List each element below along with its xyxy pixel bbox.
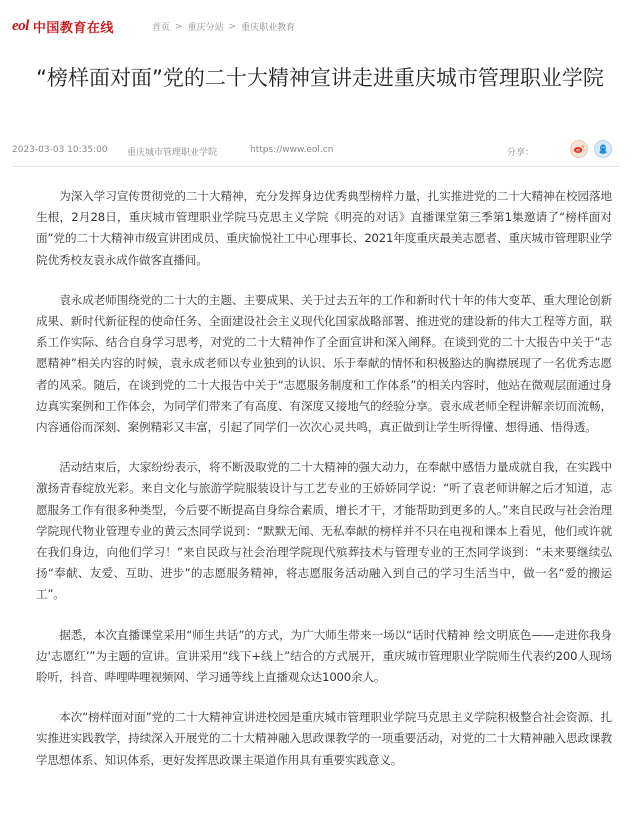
eol-logo-mark: eol [12, 17, 29, 34]
article-paragraph: 袁永成老师围绕党的二十大的主题、主要成果、关于过去五年的工作和新时代十年的伟大变革、重大理论创新成果、新时代新征程的使命任务、全面建设社会主义现代化国家战略部署、推进党的建设新的伟大工程等方面，联系工作实际、结合自身学习思考，对党的二十大精神作了全面宣讲和深入阐释。在谈到党的二十大报告中关于“志愿精神”相关内容的时候，袁永成老师以专业独到的认识、乐于奉献的情怀和积极豁达的胸襟展现了一名优秀志愿者的风采。随后，在谈到党的二十大报告中关于“志愿服务制度和工作体系”的相关内容时，他站在微观层面通过身边真实案例和工作体会，为同学们带来了有高度、有深度又接地气的经验分享。袁永成老师全程讲解亲切而流畅，内容通俗而深刻、案例精彩又丰富，引起了同学们一次次心灵共鸣，真正做到让学生听得懂、想得通、悟得透。 [36, 292, 612, 435]
article-body [36, 186, 612, 790]
article-source: 重庆城市管理职业学院 [127, 148, 218, 158]
weibo-icon[interactable] [570, 140, 588, 158]
site-logo[interactable] [12, 16, 114, 36]
breadcrumb [152, 20, 295, 33]
article-meta [12, 145, 612, 159]
article-paragraph: 据悉，本次直播课堂采用“师生共话”的方式，为广大师生带来一场以“话时代精神 绘文明底色——走进你我身边‘志愿红’”为主题的宣讲。宣讲采用“线下+线上”结合的方式展开，重庆城市管理职业学院师生代表约200人现场聆听，抖音、哔哩哔哩视频网、学习通等线上直播观众达1000余人。 [36, 627, 612, 685]
breadcrumb-chongqing[interactable]: 重庆分站 [187, 23, 224, 33]
breadcrumb-vocational[interactable]: 重庆职业教育 [241, 23, 296, 33]
article-paragraph: 活动结束后，大家纷纷表示，将不断汲取党的二十大精神的强大动力，在奉献中感悟力量成就自我，在实践中激扬青春绽放光彩。来自文化与旅游学院服装设计与工艺专业的王娇娇同学说：“听了袁老师讲解之后才知道，志愿服务工作有很多种类型，今后要不断提高自身综合素质，增长才干，才能帮助到更多的人。”来自民政与社会治理学院现代物业管理专业的黄云杰同学说到：“默默无闻、无私奉献的榜样并不只在电视和课本上看见，他们或许就在我们身边，向他们学习！”来自民政与社会治理学院现代殡葬技术与管理专业的王杰同学谈到：“未来要继续弘扬“奉献、友爱、互助、进步”的志愿服务精神，将志愿服务活动融入到自己的学习生活当中，做一名“爱的搬运工”。 [36, 460, 612, 602]
article-paragraph: 本次“榜样面对面”党的二十大精神宣讲进校园是重庆城市管理职业学院马克思主义学院积极整合社会资源、扎实推进实践教学，持续深入开展党的二十大精神融入思政课教学的一项重要活动，对党的二十大精神融入思政课教学思想体系、知识体系，更好发挥思政课主渠道作用具有重要实践意义。 [36, 710, 612, 767]
breadcrumb-separator: > [228, 21, 237, 32]
site-name: 中国教育在线 [32, 20, 114, 36]
article-paragraph: 为深入学习宣传贯彻党的二十大精神，充分发挥身边优秀典型榜样力量，扎实推进党的二十大精神在校园落地生根，2月28日，重庆城市管理职业学院马克思主义学院《明亮的对话》直播课堂第三季第1集邀请了“榜样面对面”党的二十大精神市级宣讲团成员、重庆愉悦社工中心理事长、2021年度重庆最美志愿者、重庆城市管理职业学院优秀校友袁永成作做客直播间。 [36, 189, 612, 267]
breadcrumb-home[interactable]: 首页 [152, 23, 171, 33]
source-url[interactable]: https://www.eol.cn [250, 145, 334, 155]
article-title: “榜样面对面”党的二十大精神宣讲走进重庆城市管理职业学院 [36, 66, 604, 90]
breadcrumb-separator: > [175, 21, 183, 32]
site-header [0, 0, 639, 48]
publish-date: 2023-03-03 10:35:00 [12, 145, 108, 155]
share-label: 分享： [507, 148, 535, 158]
qq-icon[interactable] [594, 140, 612, 158]
meta-divider [12, 166, 620, 167]
